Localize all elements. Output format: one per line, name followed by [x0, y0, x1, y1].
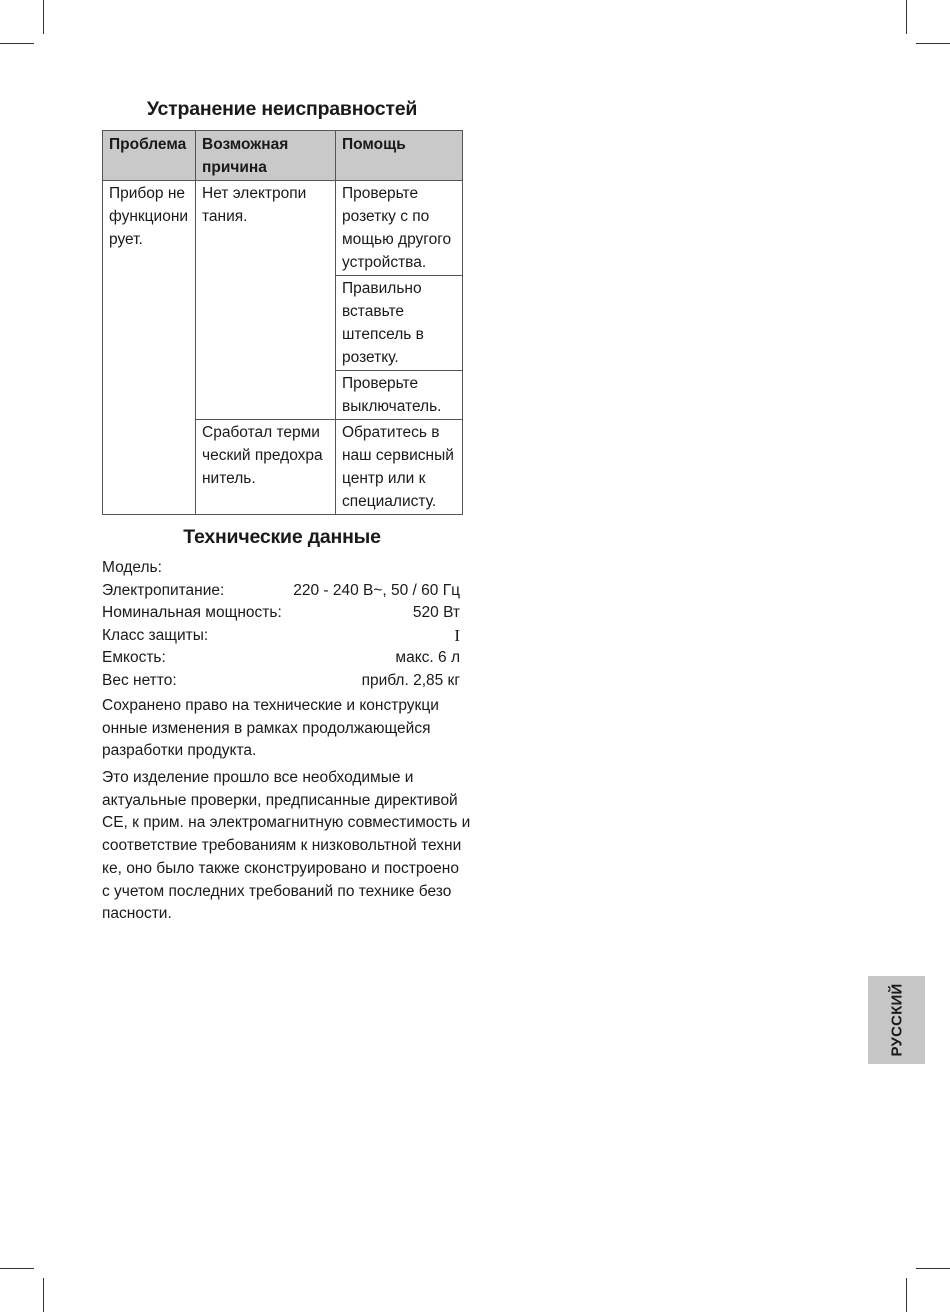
- help-cell: Правильно вставьте штепсель в розетку.: [336, 276, 463, 371]
- spec-value: 220 - 240 В~, 50 / 60 Гц: [293, 581, 460, 599]
- spec-label: Электропитание:: [102, 581, 225, 599]
- spec-value: прибл. 2,85 кг: [361, 671, 460, 689]
- technical-title: Технические данные: [183, 526, 381, 548]
- table-row: [103, 181, 463, 276]
- crop-mark: [0, 43, 34, 44]
- help-cell: Проверьте розетку с по мощью другого устройства.: [336, 181, 463, 276]
- cause-cell: Сработал терми ческий предохра нитель.: [196, 420, 336, 515]
- language-tab: [868, 976, 925, 1064]
- crop-mark: [916, 43, 950, 44]
- crop-mark: [43, 0, 44, 34]
- spec-label: Номинальная мощность:: [102, 604, 282, 621]
- spec-row: [102, 625, 460, 648]
- spec-label: Емкость:: [102, 649, 166, 666]
- spec-row: [102, 647, 460, 670]
- crop-mark: [906, 1278, 907, 1312]
- spec-value: макс. 6 л: [395, 649, 460, 666]
- spec-list: [102, 557, 460, 692]
- problem-cell: Прибор не функциони рует.: [103, 181, 196, 515]
- spec-value: 520 Вт: [412, 604, 460, 621]
- language-label: РУССКИЙ: [888, 983, 905, 1057]
- spec-row: [102, 602, 460, 625]
- spec-row: [102, 557, 460, 580]
- compliance-paragraph: Это изделение прошло все необходимые и актуальные проверки, предписанные директивой CE, к прим. на электромагнитную совместимость и соответствие требованиям к низковольтной техни ке, оно было также сконструировано и построено с учетом последних требований по технике безо пасности.: [102, 769, 471, 923]
- spec-label: Модель:: [102, 559, 162, 576]
- crop-mark: [0, 1268, 34, 1269]
- troubleshooting-table: [102, 130, 463, 515]
- protection-class-value: I: [454, 625, 460, 645]
- table-header-row: [103, 131, 463, 181]
- header-help: Помощь: [336, 131, 463, 181]
- cause-cell: Нет электропи тания.: [196, 181, 336, 420]
- rights-paragraph: Сохранено право на технические и конструкци онные изменения в рамках продолжающейся разработки продукта.: [102, 697, 439, 760]
- help-cell: Проверьте выключатель.: [336, 371, 463, 420]
- help-cell: Обратитесь в наш сервисный центр или к специалисту.: [336, 420, 463, 515]
- spec-row: [102, 670, 460, 693]
- spec-row: [102, 580, 460, 603]
- crop-mark: [906, 0, 907, 34]
- troubleshooting-title: Устранение неисправностей: [146, 98, 418, 120]
- header-cause: Возможная причина: [196, 131, 336, 181]
- spec-label: Вес нетто:: [102, 671, 177, 689]
- crop-mark: [916, 1268, 950, 1269]
- crop-mark: [43, 1278, 44, 1312]
- spec-label: Класс защиты:: [102, 626, 209, 644]
- header-problem: Проблема: [103, 131, 196, 181]
